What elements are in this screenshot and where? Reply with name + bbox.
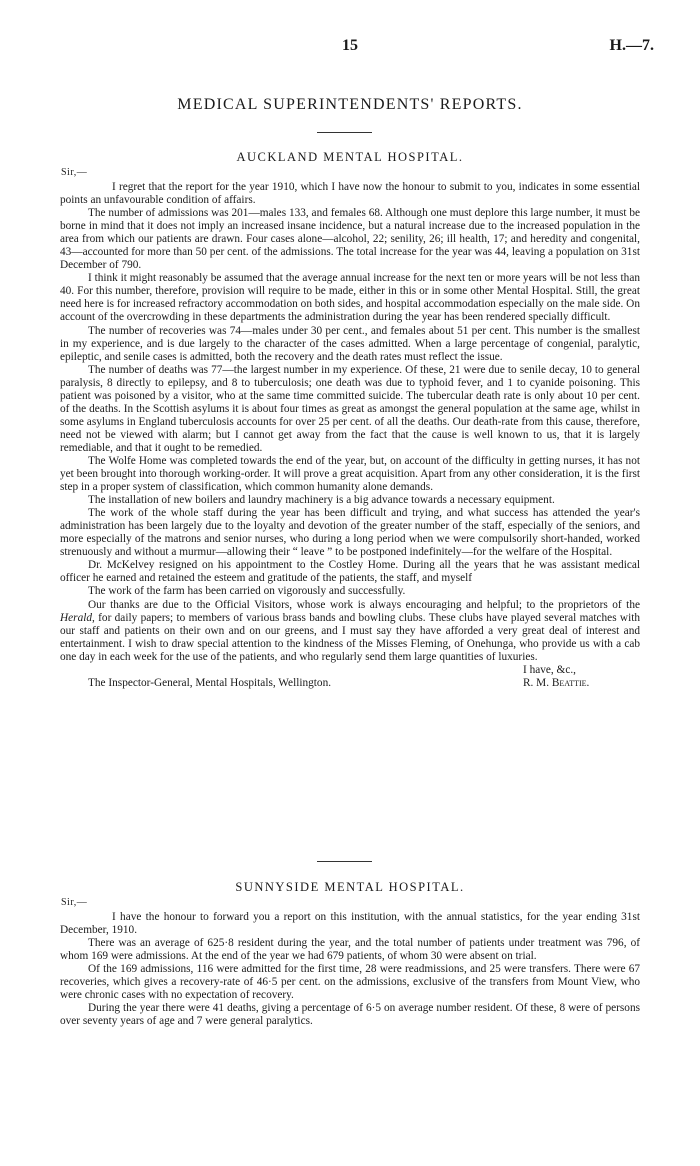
auckland-report-body <box>60 181 640 690</box>
paragraph: The number of deaths was 77—the largest number in my experience. Of these, 21 were due to senile decay, 10 to general paralysis, 8 directly to epilepsy, and 8 to tuberculosis; one death was due to typhoid fever, and 1 to cyanide poisoning. This patient was poisoned by a visitor, who at the same time committed suicide. The tubercular death rate is only about 10 per cent. of the deaths. In the Scottish asylums it is about four times as great as amongst the general population at the same age, whilst in some asylums in England tuberculosis accounts for over 25 per cent. of all the deaths. Our death-rate from this cause, therefore, need not be viewed with alarm; but I cannot get away from the fact that the cause is well known to us, that it is largely remediable, and that it ought to be remedied. <box>60 363 640 454</box>
main-title: MEDICAL SUPERINTENDENTS' REPORTS. <box>177 96 523 113</box>
signature: R. M. Beattie. <box>523 676 590 689</box>
salutation: Sir,— <box>61 167 88 178</box>
paragraph: The installation of new boilers and laundry machinery is a big advance towards a necessary equipment. <box>88 494 555 507</box>
paragraph: During the year there were 41 deaths, giving a percentage of 6·5 on average number resident. Of these, 8 were of persons over seventy years of age and 7 were general paralytics. <box>60 1002 640 1028</box>
paragraph: Dr. McKelvey resigned on his appointment to the Costley Home. During all the years that he was assistant medical officer he earned and retained the esteem and gratitude of the patients, the staff, and myself <box>60 559 640 585</box>
divider-rule <box>317 132 372 133</box>
paragraph: Of the 169 admissions, 116 were admitted for the first time, 28 were readmissions, and 25 were transfers. There were 67 recoveries, which gives a recovery-rate of 46·5 per cent. on the admissions, exclusive of the transfers from Mount View, who were chronic cases with no expectation of recovery. <box>60 963 640 1002</box>
signature-block <box>60 664 640 677</box>
divider-rule <box>317 861 372 862</box>
page-number: 15 <box>342 37 358 54</box>
paragraph: There was an average of 625·8 resident during the year, and the total number of patients under treatment was 796, of whom 169 were admissions. At the end of the year we had 679 patients, of whom 30 were absent on trial. <box>60 937 640 963</box>
paragraph-thanks <box>60 599 640 664</box>
thanks-text: , for daily papers; to members of various brass bands and bowling clubs. These clubs have played several matches with our staff and patients on their own and on our greens, and I must say they have afforded a very great deal of interest and entertainment. I wish to draw special attention to the kindness of the Misses Fleming, of Onehunga, who provide us with a cab one day in each week for the use of the patients, and who regularly send them large quantities of luxuries. <box>60 611 640 663</box>
addressee: The Inspector-General, Mental Hospitals, Wellington. <box>88 676 332 689</box>
paragraph: The number of recoveries was 74—males under 30 per cent., and females about 51 per cent. This number is the smallest in my experience, and is due largely to the character of the cases admitted. When a large percentage of congenial, paralytic, epileptic, and senile cases is admitted, both the recovery and the death rates must reflect the issue. <box>60 324 640 363</box>
paragraph: I have the honour to forward you a report on this institution, with the annual statistics, for the year ending 31st December, 1910. <box>60 911 640 937</box>
thanks-text: Our thanks are due to the Official Visitors, whose work is always encouraging and helpful; to the proprietors of the <box>88 598 640 611</box>
paragraph: The number of admissions was 201—males 133, and females 68. Although one must deplore this large number, it must be borne in mind that it does not imply an increased insane incidence, but a natural increase due to the increased population in the area from which our patients are drawn. Four cases alone—alcohol, 22; senility, 26; ill health, 17; and heredity and congenital, 43—accounted for more than 50 per cent. of the admissions. The total increase for the year was 44, leaving a population on 31st December of 790. <box>60 207 640 272</box>
closing: I have, &c., <box>523 663 577 676</box>
signature-block <box>60 677 640 690</box>
paragraph: The work of the farm has been carried on vigorously and successfully. <box>88 585 406 598</box>
sunnyside-report-body <box>60 911 640 1028</box>
salutation: Sir,— <box>61 897 88 908</box>
document-reference: H.—7. <box>609 37 654 54</box>
section-title-auckland: AUCKLAND MENTAL HOSPITAL. <box>236 150 464 164</box>
section-title-sunnyside: SUNNYSIDE MENTAL HOSPITAL. <box>235 880 465 894</box>
paragraph: I think it might reasonably be assumed that the average annual increase for the next ten or more years will be not less than 40. For this number, therefore, provision will require to be made, either in this or in some other Mental Hospital. Still, the great need here is for increased refractory accommodation on both sides, and hospital accommodation especially on the male side. On account of the overcrowding in these departments the administration during the year has been rendered specially difficult. <box>60 272 640 324</box>
paragraph: The work of the whole staff during the year has been difficult and trying, and what success has attended the year's administration has been largely due to the loyalty and devotion of the greater number of the staff, especially of the seniors, and more especially of the matrons and senior nurses, who during a long period when we were compulsorily short-handed, worked strenuously and without a murmur—allowing their “ leave ” to be postponed indefinitely—for the welfare of the Hospital. <box>60 507 640 559</box>
newspaper-title: Herald <box>60 611 93 624</box>
paragraph: I regret that the report for the year 1910, which I have now the honour to submit to you, indicates in some essential points an unfavourable condition of affairs. <box>60 181 640 207</box>
paragraph: The Wolfe Home was completed towards the end of the year, but, on account of the difficulty in getting nurses, it has not yet been brought into thorough working-order. It will prove a great acquisition. Apart from any other consideration, it is the first step in a proper system of classification, which common humanity alone demands. <box>60 454 640 494</box>
